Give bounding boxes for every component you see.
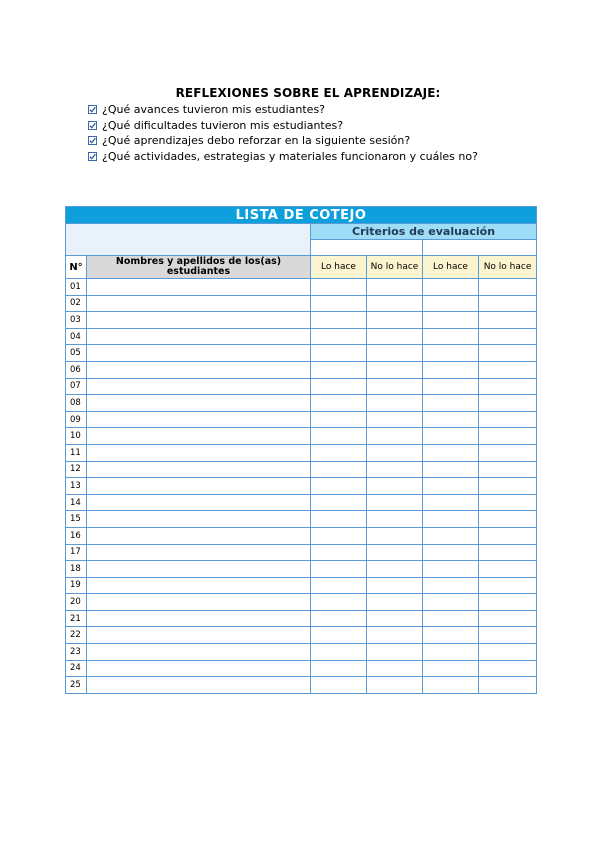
- criterion-cell[interactable]: [367, 411, 423, 428]
- row-number: 01: [66, 279, 87, 296]
- criterion-cell[interactable]: [311, 328, 367, 345]
- table-row: [66, 644, 537, 661]
- table-row: [66, 411, 537, 428]
- student-name-cell[interactable]: [87, 312, 311, 329]
- criterion-cell[interactable]: [479, 644, 537, 661]
- criterion-cell[interactable]: [423, 312, 479, 329]
- table-row: [66, 428, 537, 445]
- criterion-cell[interactable]: [479, 411, 537, 428]
- criterion-cell[interactable]: [423, 544, 479, 561]
- criterion-cell[interactable]: [423, 511, 479, 528]
- table-row: [66, 461, 537, 478]
- criterion-cell[interactable]: [367, 361, 423, 378]
- reflexion-text: ¿Qué avances tuvieron mis estudiantes?: [102, 103, 326, 117]
- criterion-cell[interactable]: [423, 461, 479, 478]
- criterion-cell[interactable]: [311, 428, 367, 445]
- criterion-cell[interactable]: [311, 511, 367, 528]
- reflexion-item: [88, 102, 528, 118]
- criterion-cell[interactable]: [423, 577, 479, 594]
- criterion-cell[interactable]: [423, 411, 479, 428]
- criterion-cell[interactable]: [367, 511, 423, 528]
- blank-header-cell: [66, 224, 311, 256]
- column-header-no-lo-hace: No lo hace: [479, 256, 537, 279]
- row-number: 08: [66, 395, 87, 412]
- criterion-cell[interactable]: [479, 361, 537, 378]
- student-name-cell[interactable]: [87, 444, 311, 461]
- student-name-cell[interactable]: [87, 577, 311, 594]
- criterion-cell[interactable]: [367, 444, 423, 461]
- criterion-cell[interactable]: [423, 361, 479, 378]
- criterion-cell[interactable]: [479, 544, 537, 561]
- criterion-cell[interactable]: [423, 345, 479, 362]
- student-name-cell[interactable]: [87, 527, 311, 544]
- criteria-header: Criterios de evaluación: [311, 224, 537, 240]
- student-name-cell[interactable]: [87, 660, 311, 677]
- student-name-cell[interactable]: [87, 627, 311, 644]
- criterion-cell[interactable]: [423, 660, 479, 677]
- student-name-cell[interactable]: [87, 295, 311, 312]
- criterion-cell[interactable]: [423, 561, 479, 578]
- column-header-lo-hace: Lo hace: [311, 256, 367, 279]
- criterion-cell[interactable]: [479, 627, 537, 644]
- criterion-cell[interactable]: [311, 527, 367, 544]
- row-number: 12: [66, 461, 87, 478]
- row-number: 03: [66, 312, 87, 329]
- criterion-cell[interactable]: [479, 395, 537, 412]
- row-number: 25: [66, 677, 87, 694]
- criterion-cell[interactable]: [311, 411, 367, 428]
- criterion-cell[interactable]: [367, 594, 423, 611]
- table-row: [66, 494, 537, 511]
- row-number: 24: [66, 660, 87, 677]
- table-row: [66, 395, 537, 412]
- checkbox-checked-icon: [88, 136, 97, 145]
- criterion-cell[interactable]: [311, 461, 367, 478]
- student-name-cell[interactable]: [87, 544, 311, 561]
- table-row: [66, 511, 537, 528]
- criterion-cell[interactable]: [367, 644, 423, 661]
- criterion-cell[interactable]: [423, 644, 479, 661]
- row-number: 22: [66, 627, 87, 644]
- criterion-cell[interactable]: [311, 577, 367, 594]
- criterion-cell[interactable]: [423, 444, 479, 461]
- reflexion-text: ¿Qué actividades, estrategias y materiales funcionaron y cuáles no?: [102, 149, 478, 163]
- criterion-cell[interactable]: [311, 561, 367, 578]
- table-row: [66, 610, 537, 627]
- criterion-cell[interactable]: [367, 561, 423, 578]
- criterion-cell[interactable]: [423, 279, 479, 296]
- criterion-cell[interactable]: [423, 494, 479, 511]
- row-number: 18: [66, 561, 87, 578]
- criterion-cell[interactable]: [311, 312, 367, 329]
- table-row: [66, 561, 537, 578]
- criterion-cell[interactable]: [311, 361, 367, 378]
- student-name-cell[interactable]: [87, 345, 311, 362]
- criterion-cell[interactable]: [311, 494, 367, 511]
- criterion-cell[interactable]: [367, 527, 423, 544]
- table-row: [66, 378, 537, 395]
- criterion-cell[interactable]: [479, 461, 537, 478]
- table-row: [66, 627, 537, 644]
- criterion-cell[interactable]: [311, 610, 367, 627]
- student-name-cell[interactable]: [87, 478, 311, 495]
- criterion-cell[interactable]: [479, 577, 537, 594]
- criterion-cell[interactable]: [479, 295, 537, 312]
- criterion-cell[interactable]: [367, 295, 423, 312]
- column-header-names: Nombres y apellidos de los(as) estudiantes: [87, 256, 311, 279]
- table-row: [66, 478, 537, 495]
- row-number: 09: [66, 411, 87, 428]
- criterion-cell[interactable]: [311, 627, 367, 644]
- reflexion-item: [88, 133, 528, 149]
- row-number: 19: [66, 577, 87, 594]
- criterion-cell[interactable]: [367, 312, 423, 329]
- criterion-cell[interactable]: [311, 677, 367, 694]
- criterion-cell[interactable]: [367, 677, 423, 694]
- criterion-cell[interactable]: [479, 594, 537, 611]
- criterion-cell[interactable]: [479, 279, 537, 296]
- table-row: [66, 361, 537, 378]
- row-number: 05: [66, 345, 87, 362]
- student-name-cell[interactable]: [87, 511, 311, 528]
- criteria-sub-cell: [311, 240, 423, 256]
- student-name-cell[interactable]: [87, 328, 311, 345]
- table-row: [66, 328, 537, 345]
- checkbox-checked-icon: [88, 152, 97, 161]
- criterion-cell[interactable]: [311, 660, 367, 677]
- table-row: [66, 312, 537, 329]
- criterion-cell[interactable]: [367, 494, 423, 511]
- criterion-cell[interactable]: [479, 328, 537, 345]
- criterion-cell[interactable]: [479, 428, 537, 445]
- criterion-cell[interactable]: [311, 295, 367, 312]
- row-number: 10: [66, 428, 87, 445]
- criterion-cell[interactable]: [367, 544, 423, 561]
- reflexiones-list: [88, 102, 528, 164]
- table-row: [66, 577, 537, 594]
- criterion-cell[interactable]: [367, 478, 423, 495]
- table-row: [66, 279, 537, 296]
- criterion-cell[interactable]: [423, 428, 479, 445]
- table-row: [66, 345, 537, 362]
- criterion-cell[interactable]: [479, 345, 537, 362]
- criterion-cell[interactable]: [423, 527, 479, 544]
- criterion-cell[interactable]: [367, 279, 423, 296]
- criteria-sub-cell: [423, 240, 537, 256]
- criterion-cell[interactable]: [367, 660, 423, 677]
- student-name-cell[interactable]: [87, 561, 311, 578]
- row-number: 21: [66, 610, 87, 627]
- student-name-cell[interactable]: [87, 378, 311, 395]
- row-number: 06: [66, 361, 87, 378]
- student-name-cell[interactable]: [87, 677, 311, 694]
- criterion-cell[interactable]: [367, 428, 423, 445]
- column-header-lo-hace: Lo hace: [423, 256, 479, 279]
- student-name-cell[interactable]: [87, 594, 311, 611]
- criterion-cell[interactable]: [367, 328, 423, 345]
- criterion-cell[interactable]: [479, 561, 537, 578]
- criterion-cell[interactable]: [423, 378, 479, 395]
- criterion-cell[interactable]: [311, 345, 367, 362]
- criterion-cell[interactable]: [423, 594, 479, 611]
- student-name-cell[interactable]: [87, 411, 311, 428]
- criterion-cell[interactable]: [479, 494, 537, 511]
- checkbox-checked-icon: [88, 105, 97, 114]
- row-number: 11: [66, 444, 87, 461]
- student-name-cell[interactable]: [87, 428, 311, 445]
- row-number: 20: [66, 594, 87, 611]
- student-name-cell[interactable]: [87, 279, 311, 296]
- lista-cotejo-table: [65, 206, 537, 694]
- criterion-cell[interactable]: [367, 378, 423, 395]
- table-row: [66, 544, 537, 561]
- column-header-number: N°: [66, 256, 87, 279]
- criterion-cell[interactable]: [311, 644, 367, 661]
- student-name-cell[interactable]: [87, 644, 311, 661]
- lista-cotejo: [65, 206, 536, 694]
- criterion-cell[interactable]: [311, 594, 367, 611]
- criterion-cell[interactable]: [423, 328, 479, 345]
- criterion-cell[interactable]: [479, 677, 537, 694]
- table-row: [66, 594, 537, 611]
- criterion-cell[interactable]: [479, 478, 537, 495]
- criterion-cell[interactable]: [311, 478, 367, 495]
- row-number: 13: [66, 478, 87, 495]
- row-number: 07: [66, 378, 87, 395]
- criterion-cell[interactable]: [311, 378, 367, 395]
- criterion-cell[interactable]: [423, 295, 479, 312]
- criterion-cell[interactable]: [367, 461, 423, 478]
- row-number: 04: [66, 328, 87, 345]
- criterion-cell[interactable]: [367, 610, 423, 627]
- table-row: [66, 527, 537, 544]
- criterion-cell[interactable]: [479, 378, 537, 395]
- checkbox-checked-icon: [88, 121, 97, 130]
- criterion-cell[interactable]: [479, 527, 537, 544]
- reflexion-item: [88, 149, 528, 165]
- reflexion-item: [88, 118, 528, 134]
- row-number: 16: [66, 527, 87, 544]
- row-number: 15: [66, 511, 87, 528]
- table-row: [66, 444, 537, 461]
- reflexion-text: ¿Qué aprendizajes debo reforzar en la siguiente sesión?: [102, 134, 411, 148]
- criterion-cell[interactable]: [479, 660, 537, 677]
- table-row: [66, 677, 537, 694]
- criterion-cell[interactable]: [311, 395, 367, 412]
- reflexiones-section: [88, 86, 528, 164]
- student-name-cell[interactable]: [87, 361, 311, 378]
- student-name-cell[interactable]: [87, 610, 311, 627]
- column-header-no-lo-hace: No lo hace: [367, 256, 423, 279]
- criterion-cell[interactable]: [311, 279, 367, 296]
- criterion-cell[interactable]: [423, 395, 479, 412]
- criterion-cell[interactable]: [423, 478, 479, 495]
- criterion-cell[interactable]: [479, 610, 537, 627]
- row-number: 14: [66, 494, 87, 511]
- criterion-cell[interactable]: [367, 577, 423, 594]
- reflexion-text: ¿Qué dificultades tuvieron mis estudiantes?: [102, 118, 344, 132]
- lista-title: LISTA DE COTEJO: [66, 207, 537, 224]
- row-number: 17: [66, 544, 87, 561]
- criterion-cell[interactable]: [311, 444, 367, 461]
- criterion-cell[interactable]: [311, 544, 367, 561]
- row-number: 02: [66, 295, 87, 312]
- table-row: [66, 660, 537, 677]
- criterion-cell[interactable]: [367, 345, 423, 362]
- criterion-cell[interactable]: [423, 627, 479, 644]
- criterion-cell[interactable]: [367, 627, 423, 644]
- table-row: [66, 295, 537, 312]
- student-name-cell[interactable]: [87, 461, 311, 478]
- row-number: 23: [66, 644, 87, 661]
- student-name-cell[interactable]: [87, 395, 311, 412]
- criterion-cell[interactable]: [423, 677, 479, 694]
- criterion-cell[interactable]: [479, 444, 537, 461]
- reflexiones-title: REFLEXIONES SOBRE EL APRENDIZAJE:: [175, 86, 441, 100]
- criterion-cell[interactable]: [479, 511, 537, 528]
- criterion-cell[interactable]: [479, 312, 537, 329]
- criterion-cell[interactable]: [367, 395, 423, 412]
- student-name-cell[interactable]: [87, 494, 311, 511]
- criterion-cell[interactable]: [423, 610, 479, 627]
